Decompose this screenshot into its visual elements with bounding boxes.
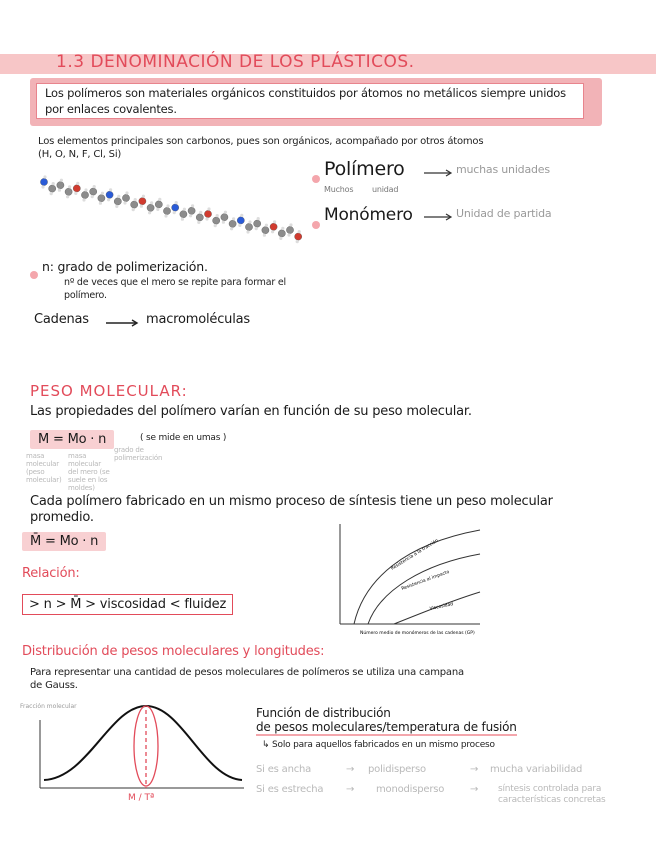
polimero-word: Polímero bbox=[324, 158, 405, 180]
distribucion-heading: Distribución de pesos moleculares y longitudes: bbox=[22, 644, 325, 659]
ancha-arrow-2: → bbox=[470, 764, 479, 775]
estrecha-label: Si es estrecha bbox=[256, 784, 324, 795]
monomero-bullet bbox=[312, 214, 320, 233]
definition-text: Los polímeros son materiales orgánicos constituidos por átomos no metálicos siempre unidos por enlaces covalentes. bbox=[36, 83, 584, 119]
funcion-note: ↳ Solo para aquellos fabricados en un mismo proceso bbox=[262, 740, 495, 750]
chart-label-viscosidad: Viscosidad bbox=[429, 602, 454, 612]
distribucion-line-2: de Gauss. bbox=[30, 680, 78, 691]
monomero-meaning: Unidad de partida bbox=[456, 207, 552, 220]
funcion-title-2: de pesos moleculares/temperatura de fusión bbox=[256, 720, 517, 734]
polimero-sub-unidad: unidad bbox=[372, 185, 399, 194]
estrecha-type: monodisperso bbox=[376, 784, 445, 795]
cadenas-label: Cadenas bbox=[34, 312, 89, 327]
gauss-y-label: Fracción molecular bbox=[20, 703, 77, 710]
gauss-curve bbox=[44, 706, 242, 780]
chart-label-impacto: Resistencia al impacto bbox=[400, 569, 451, 592]
chart-x-label: Número medio de monómeros de las cadenas (GP) bbox=[360, 631, 475, 636]
relacion-heading: Relación: bbox=[22, 566, 80, 581]
chart-label-traccion: Resistencia a la tracción bbox=[390, 538, 440, 572]
n-definition: n: grado de polimerización. bbox=[42, 259, 208, 274]
formula-unit-note: ( se mide en umas ) bbox=[140, 433, 227, 443]
ancha-result: mucha variabilidad bbox=[490, 764, 583, 775]
distribucion-line-1: Para representar una cantidad de pesos moleculares de polímeros se utiliza una campana bbox=[30, 667, 464, 678]
gauss-curve-chart bbox=[18, 696, 250, 806]
peso-molecular-heading: PESO MOLECULAR: bbox=[30, 382, 188, 400]
polimero-bullet bbox=[312, 168, 320, 187]
polimero-sub-muchos: Muchos bbox=[324, 185, 354, 194]
monomero-word: Monómero bbox=[324, 205, 413, 225]
polimero-meaning: muchas unidades bbox=[456, 163, 550, 176]
curve-impacto bbox=[368, 554, 480, 624]
estrecha-arrow-2: → bbox=[470, 784, 479, 795]
macromoleculas-label: macromoléculas bbox=[146, 312, 250, 327]
page-title: 1.3 DENOMINACIÓN DE LOS PLÁSTICOS. bbox=[56, 52, 415, 72]
label-masa-molecular: masa molecular (peso molecular) bbox=[26, 452, 62, 484]
polymer-molecule-image bbox=[36, 168, 316, 248]
n-bullet bbox=[30, 264, 38, 283]
curve-traccion bbox=[354, 530, 480, 624]
ancha-arrow: → bbox=[346, 764, 355, 775]
estrecha-result: síntesis controlada para características concretas bbox=[498, 784, 606, 805]
peso-molecular-text: Las propiedades del polímero varían en función de su peso molecular. bbox=[30, 404, 472, 419]
elements-line-1: Los elementos principales son carbonos, pues son orgánicos, acompañado por otros átomos bbox=[38, 136, 484, 147]
n-description-2: polímero. bbox=[64, 290, 107, 301]
relacion-box: > n > M̄ > viscosidad < fluidez bbox=[22, 594, 233, 615]
n-description-1: nº de veces que el mero se repite para formar el bbox=[64, 277, 286, 288]
ancha-label: Si es ancha bbox=[256, 764, 312, 775]
properties-chart bbox=[334, 520, 484, 640]
formula-peso: M = Mo · n bbox=[30, 430, 114, 449]
promedio-line-1: Cada polímero fabricado en un mismo proceso de síntesis tiene un peso molecular bbox=[30, 494, 553, 509]
arrow-icon bbox=[424, 166, 454, 178]
ancha-type: polidisperso bbox=[368, 764, 426, 775]
gauss-x-label: M / Tª bbox=[128, 793, 155, 803]
arrow-icon bbox=[424, 210, 454, 222]
promedio-line-2: promedio. bbox=[30, 510, 94, 525]
estrecha-arrow: → bbox=[346, 784, 355, 795]
label-masa-mero: masa molecular del mero (se suele en los moldes) bbox=[68, 452, 110, 492]
formula-promedio: M̄ = Mo · n bbox=[22, 532, 106, 551]
funcion-title-1: Función de distribución bbox=[256, 706, 391, 720]
label-grado: grado de polimerización bbox=[114, 446, 163, 462]
elements-line-2: (H, O, N, F, Cl, Si) bbox=[38, 149, 122, 160]
arrow-icon bbox=[106, 316, 140, 328]
